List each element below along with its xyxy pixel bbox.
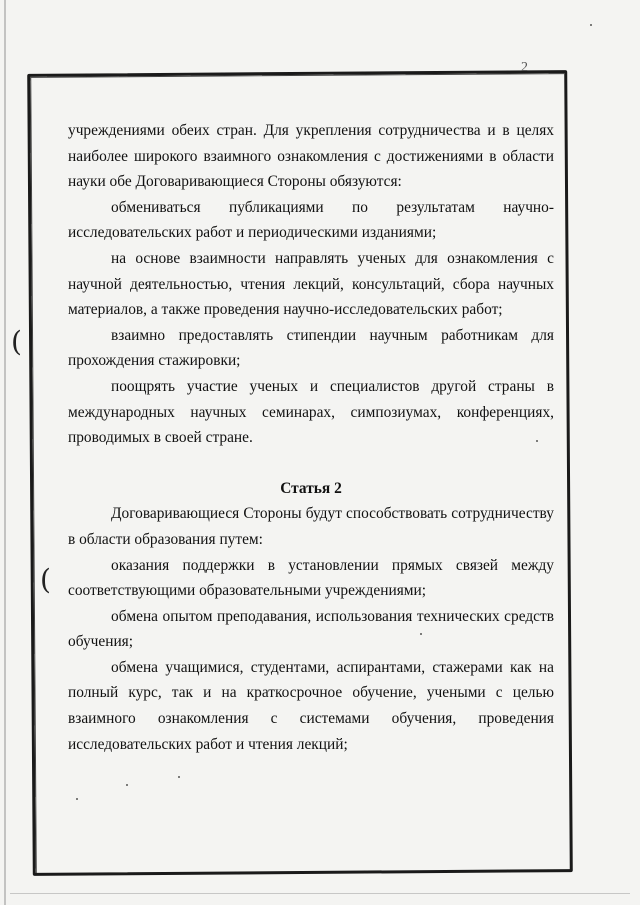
- paragraph: учреждениями обеих стран. Для укрепления сотрудничества и в целях наиболее широкого взаимного ознакомления с достижениями в области науки обе Договаривающиеся Стороны обязуются:: [68, 122, 554, 191]
- scan-speck: [590, 24, 592, 26]
- page-number: 2: [521, 60, 528, 75]
- margin-mark: (: [11, 325, 22, 358]
- document-body: [68, 118, 554, 757]
- scan-speck: [536, 440, 538, 442]
- scan-speck: [126, 784, 128, 786]
- scan-speck: [420, 633, 422, 635]
- paragraph: поощрять участие ученых и специалистов другой страны в международных научных семинарах, симпозиумах, конференциях, проводимых в своей стране.: [68, 377, 554, 447]
- paragraph: на основе взаимности направлять ученых для ознакомления с научной деятельностью, чтения лекций, консультаций, сбора научных материалов, а также проведения научно-исследовательских работ;: [68, 249, 554, 319]
- paragraph: обмениваться публикациями по результатам научно-исследовательских работ и периодическими изданиями;: [68, 198, 554, 242]
- article-heading: Статья 2: [280, 479, 342, 497]
- paragraph: оказания поддержки в установлении прямых связей между соответствующими образовательными учреждениями;: [68, 556, 554, 600]
- margin-mark: (: [40, 563, 51, 596]
- scan-edge-left: [4, 0, 6, 905]
- scan-speck: [76, 798, 78, 800]
- scan-speck: [178, 776, 180, 778]
- paragraph: Договаривающиеся Стороны будут способствовать сотрудничеству в области образования путем:: [68, 505, 554, 548]
- paragraph: обмена опытом преподавания, использования технических средств обучения;: [68, 607, 554, 651]
- scan-edge-bottom: [10, 893, 630, 894]
- paragraph: взаимно предоставлять стипендии научным работникам для прохождения стажировки;: [68, 326, 554, 370]
- paragraph: обмена учащимися, студентами, аспирантами, стажерами как на полный курс, так и на краткосрочное обучение, учеными с целью взаимного ознакомления с системами обучения, проведения исследовательских работ и чтения лекций;: [68, 658, 554, 753]
